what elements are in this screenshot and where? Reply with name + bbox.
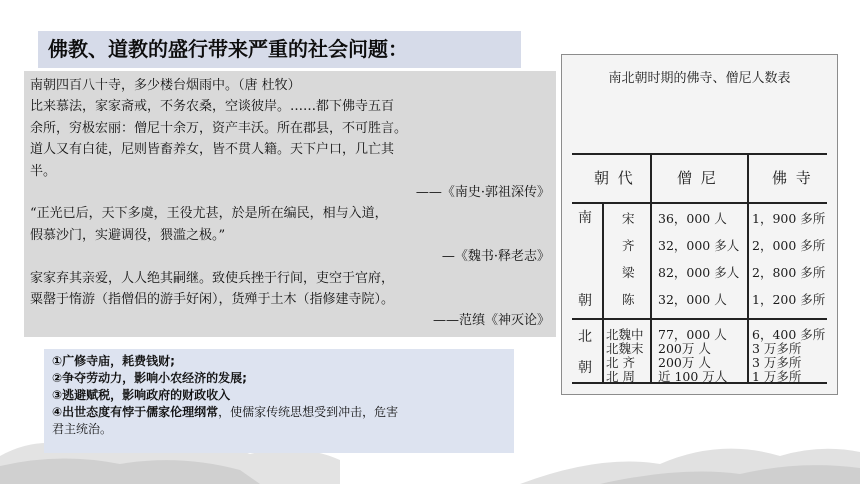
- monks-cell: 32，000 多人: [658, 238, 740, 253]
- quote-line: 假慕沙门，实避调役，猥滥之极。”: [30, 227, 226, 243]
- quote-panel: [24, 71, 556, 337]
- summary-item: ②争夺劳动力，影响小农经济的发展;: [52, 371, 247, 385]
- summary-item-cont: 君主统治。: [52, 422, 113, 436]
- temples-cell: 1，900 多所: [752, 211, 826, 226]
- header-dynasty: 朝 代: [594, 169, 635, 187]
- monks-cell: 36，000 人: [658, 211, 727, 226]
- monks-cell: 82，000 多人: [658, 265, 740, 280]
- monks-cell: 77，000 人: [658, 327, 727, 342]
- quote-line: 南朝四百八十寺，多少楼台烟雨中。（唐 杜牧）: [30, 78, 301, 93]
- summary-panel: [44, 349, 514, 453]
- dynasty-cell: 北 齐: [606, 355, 635, 370]
- table-rule: [572, 153, 827, 155]
- summary-item: ④出世态度有悖于儒家伦理纲常，使儒家传统思想受到冲击，危害: [52, 405, 399, 419]
- header-monks: 僧 尼: [677, 169, 718, 187]
- dynasty-cell: 北魏中: [606, 327, 644, 342]
- table-divider: [650, 153, 652, 382]
- quote-line: 道人又有白徒，尼则皆畜养女，皆不贯人籍。天下户口，几亡其: [30, 142, 395, 158]
- table-rule: [572, 318, 827, 320]
- dynasty-cell: 陈: [622, 292, 635, 307]
- region-label: 朝: [578, 293, 592, 309]
- dynasty-cell: 齐: [622, 238, 635, 253]
- monks-cell: 32，000 人: [658, 292, 727, 307]
- summary-item: ③逃避赋税，影响政府的财政收入: [52, 388, 231, 402]
- monks-cell: 近 100 万人: [658, 369, 728, 384]
- quote-line: 比来慕法，家家斋戒，不务农桑，空谈彼岸。……都下佛寺五百: [30, 99, 395, 115]
- region-label: 北: [578, 329, 592, 345]
- data-table-image: [561, 54, 838, 395]
- temples-cell: 1 万多所: [752, 369, 802, 384]
- dynasty-cell: 梁: [622, 265, 635, 280]
- dynasty-cell: 北魏末: [606, 341, 644, 356]
- table-title: 南北朝时期的佛寺、僧尼人数表: [608, 71, 791, 86]
- temples-cell: 2，000 多所: [752, 238, 826, 253]
- quote-line: 家家弃其亲爱，人人绝其嗣继。致使兵挫于行间，吏空于官府，: [30, 270, 395, 286]
- table-divider: [747, 153, 749, 382]
- summary-item: ①广修寺庙，耗费钱财;: [52, 354, 175, 368]
- page-title: 佛教、道教的盛行带来严重的社会问题：: [38, 31, 521, 68]
- temples-cell: 3 万多所: [752, 341, 802, 356]
- dynasty-cell: 宋: [622, 211, 635, 226]
- dynasty-cell: 北 周: [606, 369, 635, 384]
- quote-source: ——《南史·郭祖深传》: [415, 185, 550, 201]
- monks-cell: 200万 人: [658, 355, 711, 370]
- quote-source: —《魏书·释老志》: [441, 249, 550, 265]
- quote-source: ——范缜《神灭论》: [432, 313, 550, 329]
- quote-line: 粟罄于惰游（指僧侣的游手好闲），货殚于土木（指修建寺院）。: [30, 292, 395, 308]
- monks-cell: 200万 人: [658, 341, 711, 356]
- temples-cell: 1，200 多所: [752, 292, 826, 307]
- temples-cell: 6，400 多所: [752, 327, 826, 342]
- header-temples: 佛 寺: [772, 169, 813, 187]
- quote-line: 半。: [30, 163, 57, 179]
- table-divider: [602, 202, 604, 382]
- temples-cell: 3 万多所: [752, 355, 802, 370]
- quote-line: 余所，穷极宏丽：僧尼十余万，资产丰沃。所在郡县，不可胜言。: [30, 120, 408, 136]
- quote-line: “正光已后，天下多虞，王役尤甚，於是所在编民，相与入道，: [30, 206, 388, 222]
- temples-cell: 2，800 多所: [752, 265, 826, 280]
- region-label: 朝: [578, 360, 592, 376]
- table-rule: [572, 202, 827, 204]
- region-label: 南: [578, 210, 592, 226]
